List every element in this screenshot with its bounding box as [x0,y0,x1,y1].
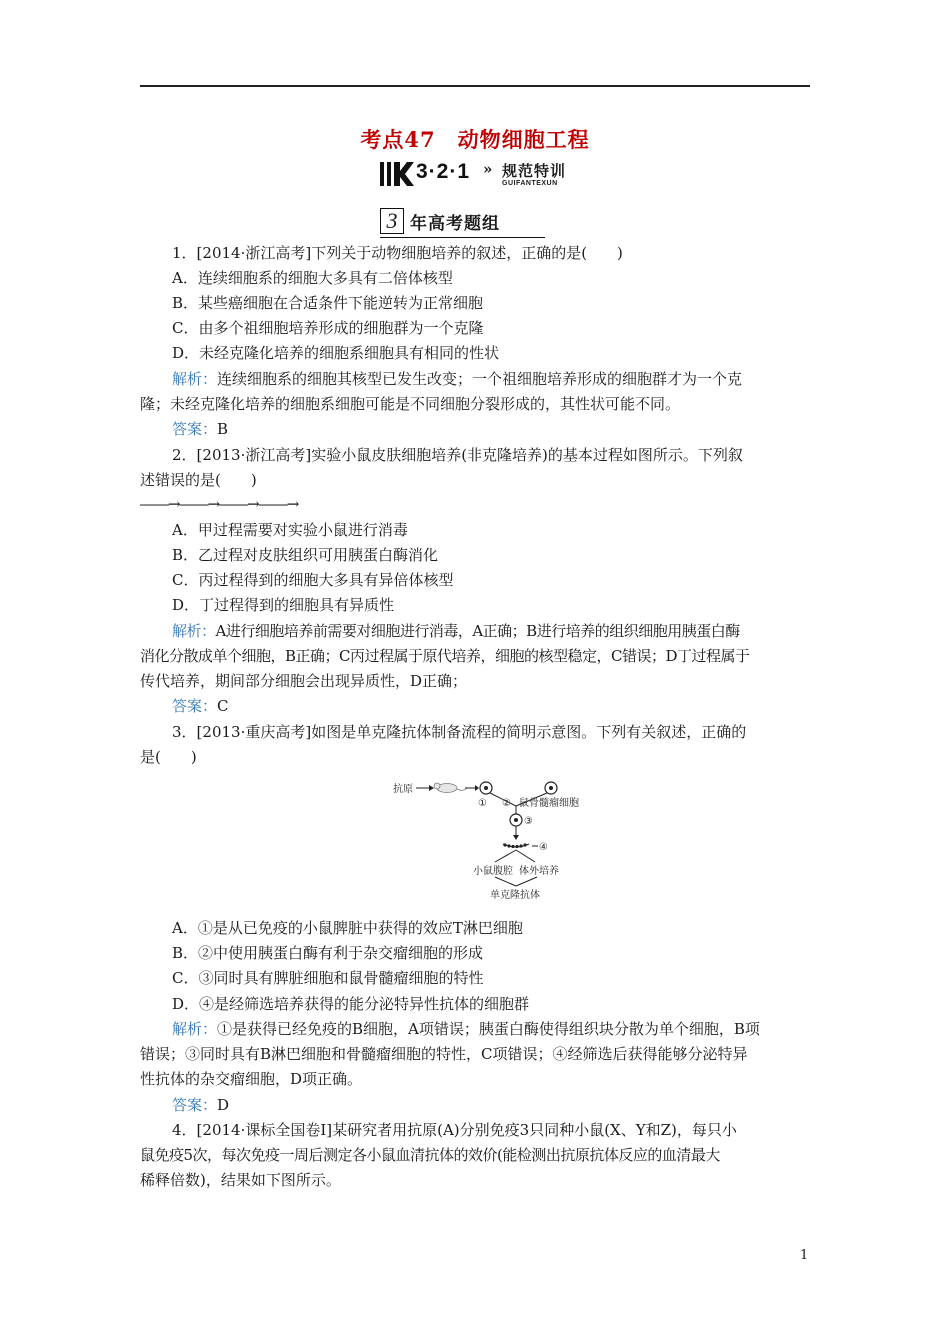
q3-answer [172,1095,852,1115]
fig-split-left [495,850,516,862]
fig-arrowhead-down-1 [513,835,519,840]
q3-analysis [172,1019,852,1039]
q1-analysis [172,369,852,389]
q4-stem-3: 稀释倍数)，结果如下图所示。 [140,1171,341,1189]
banner [380,160,580,192]
page-number: 1 [800,1248,809,1263]
q1-stem: 1．[2014·浙江高考]下列关于动物细胞培养的叙述，正确的是( ) [172,244,623,262]
fig-merge-left [495,877,516,886]
q2-stem-2: 述错误的是( ) [140,471,257,489]
fig-hybridoma-cell-nucleus-icon [514,818,518,822]
top-rule [140,85,810,87]
q3-option-b: B．②中使用胰蛋白酶有利于杂交瘤细胞的形成 [172,944,484,962]
q3-analysis-text-1: ①是获得已经免疫的B细胞，A项错误；胰蛋白酶使得组织块分散为单个细胞，B项 [217,1020,760,1038]
fig-myeloma-label: 鼠骨髓瘤细胞 [519,798,579,809]
q3-option-a: A．①是从已免疫的小鼠脾脏中获得的效应T淋巴细胞 [172,919,523,937]
q2-option-d: D．丁过程得到的细胞具有异质性 [172,596,395,614]
q1-option-a: A．连续细胞系的细胞大多具有二倍体核型 [172,269,453,287]
q3-stem-2: 是( ) [140,748,197,766]
page-title: 考点47 动物细胞工程 [360,127,590,152]
section-heading [380,208,545,236]
fig-spleen-cell-nucleus-icon [484,786,488,790]
q1-analysis-text-2: 隆；未经克隆化培养的细胞系细胞可能是不同细胞分裂形成的，其性状可能不同。 [140,395,681,413]
fig-mark-2: ② [502,798,511,809]
chevron-right-icon: » [483,160,493,178]
q3-analysis-text-3: 性抗体的杂交瘤细胞，D项正确。 [140,1070,363,1088]
q2-flow-arrows: ――→――→――→――→ [140,495,299,513]
q1-answer-label: 答案： [172,420,218,438]
q2-option-a: A．甲过程需要对实验小鼠进行消毒 [172,521,408,539]
banner-number: 3·2·1 [416,160,471,183]
fig-mark-4: ④ [539,842,548,853]
q2-answer-label: 答案： [172,697,218,715]
q3-analysis-text-2: 错误；③同时具有B淋巴细胞和骨髓瘤细胞的特性，C项错误；④经筛选后获得能够分泌特异 [140,1045,748,1063]
fig-myeloma-cell-nucleus-icon [549,786,553,790]
q3-answer-label: 答案： [172,1096,218,1114]
q2-analysis-text-3: 传代培养，期间部分细胞会出现异质性，D正确； [140,672,468,690]
fig-arrowhead-antigen [429,785,434,791]
q2-analysis-text-1: A进行细胞培养前需要对细胞进行消毒，A正确；B进行培养的组织细胞用胰蛋白酶 [215,622,740,640]
q3-option-d: D．④是经筛选培养获得的能分泌特异性抗体的细胞群 [172,995,530,1013]
banner-pinyin: GUIFANTEXUN [502,180,558,187]
q2-analysis-text-2: 消化分散成单个细胞，B正确；C丙过程属于原代培养，细胞的核型稳定，C错误；D丁过程属于 [140,647,750,665]
fig-split-right [516,850,535,862]
q2-analysis [172,621,852,641]
q3-answer-value: D [217,1096,230,1114]
banner-name: 规范特训 [502,162,567,180]
q2-analysis-label: 解析： [172,622,216,640]
section-underline [380,237,545,238]
q1-analysis-label: 解析： [172,370,218,388]
fig-mark-1: ① [478,798,487,809]
section-text: 年高考题组 [410,214,500,234]
q3-option-c: C．③同时具有脾脏细胞和鼠骨髓瘤细胞的特性 [172,969,484,987]
q2-answer-value: C [217,697,229,715]
fig-antigen-label: 抗原 [393,784,413,795]
fig-merge-right [516,877,537,886]
fig-arrowhead-mouse [475,785,479,791]
q1-answer-value: B [217,420,229,438]
q2-option-b: B．乙过程对皮肤组织可用胰蛋白酶消化 [172,546,439,564]
q2-stem-1: 2．[2013·浙江高考]实验小鼠皮肤细胞培养(非克隆培养)的基本过程如图所示。下列叙 [172,446,743,464]
q3-analysis-label: 解析： [172,1020,218,1038]
mouse-icon [434,783,467,793]
fig-culture-row-icon [503,843,529,848]
q1-option-c: C．由多个祖细胞培养形成的细胞群为一个克隆 [172,319,484,337]
q2-answer [172,696,852,716]
monoclonal-antibody-diagram [385,776,585,906]
fig-invitro-label: 体外培养 [519,866,559,877]
q4-stem-2: 鼠免疫5次，每次免疫一周后测定各小鼠血清抗体的效价(能检测出抗原抗体反应的血清最大 [140,1146,720,1164]
q1-option-b: B．某些癌细胞在合适条件下能逆转为正常细胞 [172,294,484,312]
fig-mark-3: ③ [524,816,533,827]
fig-product-label: 单克隆抗体 [490,890,540,901]
q1-option-d: D．未经克隆化培养的细胞系细胞具有相同的性状 [172,344,500,362]
q4-stem-1: 4．[2014·课标全国卷Ⅰ]某研究者用抗原(A)分别免疫3只同种小鼠(X、Y和Z)，每只小 [172,1121,737,1139]
q3-stem-1: 3．[2013·重庆高考]如图是单克隆抗体制备流程的简明示意图。下列有关叙述，正确的 [172,723,747,741]
banner-logo-icon [380,162,414,186]
q1-answer [172,419,852,439]
q1-analysis-text-1: 连续细胞系的细胞其核型已发生改变；一个祖细胞培养形成的细胞群才为一个克 [217,370,743,388]
section-digit: 3 [380,208,404,234]
fig-peritoneal-label: 小鼠腹腔 [473,866,513,877]
q2-option-c: C．丙过程得到的细胞大多具有异倍体核型 [172,571,454,589]
